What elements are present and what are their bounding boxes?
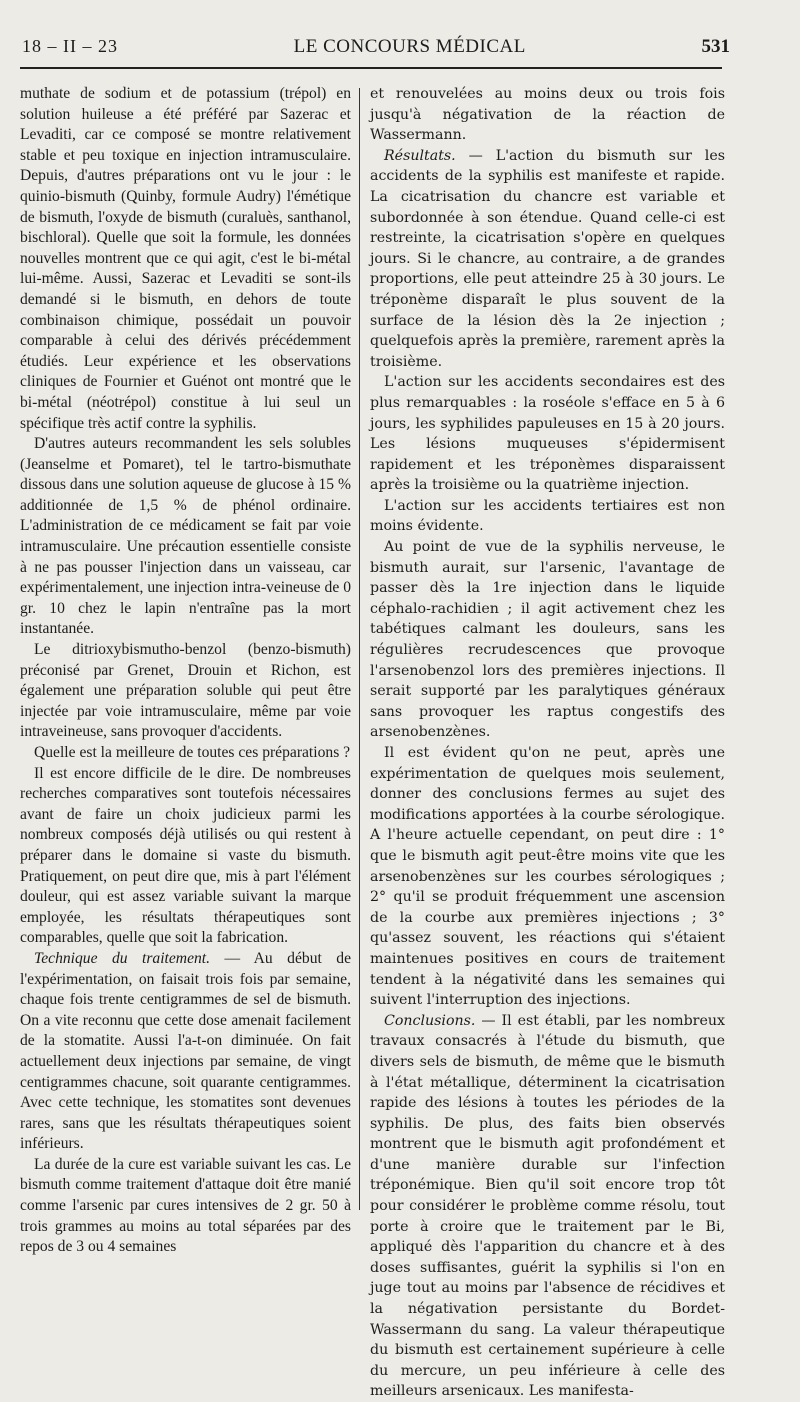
page-header: [22, 36, 730, 66]
paragraph: [20, 640, 351, 743]
paragraph: [370, 146, 725, 373]
paragraph-text: — Il est établi, par les nombreux travaux consacrés à l'étude du bismuth, que divers sels de bismuth, de même que le bismuth à l'état métallique, déterminent la cicatrisation rapide des lésions à toutes les périodes de la syphilis. De plus, des faits bien observés montrent que le bismuth agit profondément et d'une manière durable sur l'infection tréponémique. Bien qu'il soit encore trop tôt pour considérer le problème comme résolu, tout porte à croire que le traitement par le Bi, appliqué dès l'apparition du chancre et à des doses suffisantes, guérit la syphilis si l'on en juge tout au moins par l'absence de récidives et la négativation persistante du Bordet-Wassermann du sang. La valeur thérapeutique du bismuth est certainement supérieure à celle du mercure, un peu inférieure à celle des meilleurs arsenicaux. Les manifesta-: [370, 1012, 725, 1400]
paragraph: [370, 84, 725, 146]
paragraph-text: et renouvelées au moins deux ou trois fois jusqu'à négativation de la réaction de Wassermann.: [370, 86, 725, 144]
paragraph-text: Quelle est la meilleure de toutes ces préparations ?: [34, 744, 351, 761]
paragraph: [370, 1011, 725, 1402]
paragraph: [20, 949, 351, 1155]
paragraph-text: Le ditrioxybismutho-benzol (benzo-bismuth) préconisé par Grenet, Drouin et Richon, est également une préparation soluble qui peut être injectée par voie intramusculaire, même par voie intraveineuse, sans provoquer d'accidents.: [20, 641, 351, 741]
paragraph-text: — Au début de l'expérimentation, on faisait trois fois par semaine, chaque fois trente centigrammes de sel de bismuth. On a vite reconnu que cette dose amenait facilement de la stomatite. Aussi l'a-t-on diminuée. On fait actuellement deux injections par semaine, de vingt centigrammes chacune, soit quarante centigrammes. Avec cette technique, les stomatites sont devenues rares, sans que les résultats thérapeutiques soient inférieurs.: [20, 949, 351, 1153]
paragraph: [370, 743, 725, 1011]
paragraph: [20, 764, 351, 949]
page-number: 531: [701, 36, 730, 57]
paragraph-text: D'autres auteurs recommandent les sels solubles (Jeanselme et Pomaret), tel le tartro-bismuthate dissous dans une solution aqueuse de glucose à 15 % additionnée de 1,5 % de phénol ordinaire. L'administration de ce médicament se fait par voie intramusculaire. Une précaution essentielle consiste à ne pas pousser l'injection dans un vaisseau, car expérimentalement, une injection intra-veineuse de 0 gr. 10 chez le lapin n'entraîne pas la mort instantanée.: [20, 435, 351, 638]
paragraph-text: Au point de vue de la syphilis nerveuse, le bismuth aurait, sur l'arsenic, l'avantage de passer dès la 1re injection dans le liquide céphalo-rachidien ; il agit activement chez les tabétiques calmant les douleurs, sans les régulières recrudescences que provoque l'arsenobenzol lors des premières injections. Il serait supporté par les paralytiques généraux sans provoquer les raptus congestifs des arsenobenzènes.: [370, 539, 725, 741]
paragraph-text: L'action sur les accidents secondaires est des plus remarquables : la roséole s'efface en 5 à 6 jours, les syphilides papuleuses en 15 à 20 jours. Les lésions muqueuses s'épidermisent rapidement et les tréponèmes disparaissent après la troisième ou la quatrième injection.: [370, 374, 725, 494]
paragraph: [20, 743, 351, 764]
paragraph-text: La durée de la cure est variable suivant les cas. Le bismuth comme traitement d'attaque doit être manié comme l'arsenic par cures intensives de 2 gr. 50 à trois grammes au moins au total séparées par des repos de 3 ou 4 semaines: [20, 1155, 351, 1256]
paragraph: [20, 84, 351, 434]
paragraph-text: muthate de sodium et de potassium (trépol) en solution huileuse a été préféré par Sazerac et Levaditi, car ce composé se montre relativement stable et peu toxique en injection intramusculaire. Depuis, d'autres préparations ont vu le jour : le quinio-bismuth (Quinby, formule Audry) l'émétique de bismuth, l'oxyde de bismuth (curaluès, santhanol, bischloral). Quelle que soit la formule, les données nouvelles montrent que ce qui agit, c'est le bi-métal lui-même. Aussi, Sazerac et Levaditi se sont-ils demandé si le bismuth, en dehors de toute combinaison chimique, possédait un pouvoir comparable à celui des dérivés précédemment étudiés. Leur expérience et les observations cliniques de Fournier et Guénot ont montré que le bi-métal (néotrépol) constitue à lui seul un spécifique très actif contre la syphilis.: [20, 85, 351, 432]
paragraph: [370, 496, 725, 537]
section-lead: Résultats.: [384, 147, 456, 164]
right-column: [370, 84, 725, 1402]
header-rule: [20, 67, 722, 69]
paragraph: [370, 537, 725, 743]
section-lead: Technique du traitement.: [34, 949, 211, 967]
column-divider: [359, 88, 360, 1210]
left-column: [20, 84, 351, 1258]
paragraph-text: L'action sur les accidents tertiaires est non moins évidente.: [370, 497, 725, 535]
paragraph: [20, 1155, 351, 1258]
paragraph: [20, 434, 351, 640]
paragraph-text: — L'action du bismuth sur les accidents de la syphilis est manifeste et rapide. La cicatrisation du chancre est variable et subordonnée à son étendue. Quand celle-ci est restreinte, la cicatrisation s'opère en quelques jours. Si le chancre, au contraire, a de grandes proportions, elle peut atteindre 25 à 30 jours. Le tréponème disparaît le plus souvent de la surface de la lésion dès la 2e injection ; quelquefois après la première, rarement après la troisième.: [370, 147, 725, 370]
section-lead: Conclusions.: [384, 1012, 476, 1029]
issue-date: 18 – II – 23: [22, 36, 118, 56]
paragraph-text: Il est encore difficile de le dire. De nombreuses recherches comparatives sont toutefois nécessaires avant de faire un choix judicieux parmi les nombreux composés déjà utilisés ou qui restent à préparer dans le domaine si vaste du bismuth. Pratiquement, on peut dire que, mis à part l'élément douleur, qui est assez variable suivant la marque employée, les résultats thérapeutiques sont comparables, quelle que soit la fabrication.: [20, 764, 351, 947]
journal-title: LE CONCOURS MÉDICAL: [293, 36, 526, 57]
paragraph: [370, 372, 725, 496]
paragraph-text: Il est évident qu'on ne peut, après une expérimentation de quelques mois seulement, donner des conclusions fermes au sujet des modifications apportées à la courbe sérologique. A l'heure actuelle cependant, on peut dire : 1° que le bismuth agit peut-être moins vite que les arsenobenzènes sur les courbes sérologiques ; 2° qu'il se produit fréquemment une ascension de la courbe aux premières injections ; 3° qu'assez souvent, les réactions qui s'étaient maintenues positives en cours de traitement tendent à la négativité dans les semaines qui suivent l'interruption des injections.: [370, 745, 725, 1009]
